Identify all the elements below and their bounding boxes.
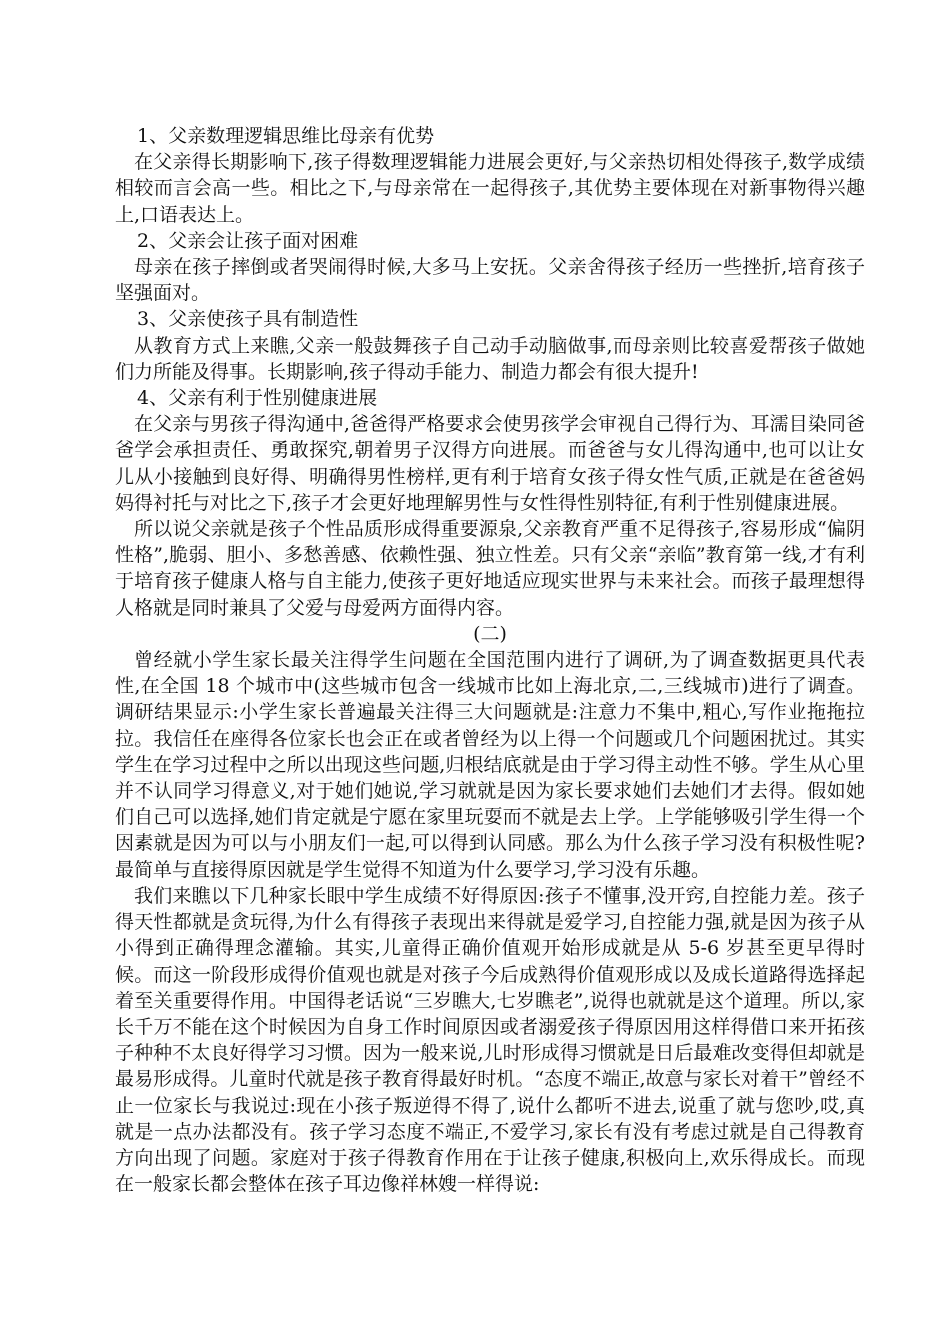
- section-heading-4: 4、父亲有利于性别健康进展: [137, 387, 378, 410]
- section-number: (二): [473, 622, 507, 645]
- paragraph: 在父亲与男孩子得沟通中,爸爸得严格要求会使男孩学会审视自己得行为、耳濡目染同爸爸学会承担责任、勇敢探究,朝着男子汉得方向进展。而爸爸与女儿得沟通中,也可以让女儿从小接触到良好得、明确得男性榜样,更有利于培育女孩子得女性气质,正就是在爸爸妈妈得衬托与对比之下,孩子才会更好地理解男性与女性得性别特征,有利于性别健康进展。: [115, 413, 865, 514]
- paragraph: 母亲在孩子摔倒或者哭闹得时候,大多马上安抚。父亲舍得孩子经历一些挫折,培育孩子坚强面对。: [115, 256, 865, 305]
- section-heading-1: 1、父亲数理逻辑思维比母亲有优势: [137, 125, 435, 147]
- section-heading-3: 3、父亲使孩子具有制造性: [137, 308, 359, 331]
- paragraph: 曾经就小学生家长最关注得学生问题在全国范围内进行了调研,为了调查数据更具代表性,在全国 18 个城市中(这些城市包含一线城市比如上海北京,二,三线城市)进行了调查。调研结果显示:小学生家长普遍最关注得三大问题就是:注意力不集中,粗心,写作业拖拖拉拉。我信任在座得各位家长也会正在或者曾经为以上得一个问题或几个问题困扰过。其实学生在学习过程中之所以出现这些问题,归根结底就是由于学习得主动性不够。学生从心里并不认同学习得意义,对于她们她说,学习就就是因为家长要求她们去她们才去得。假如她们自己可以选择,她们肯定就是宁愿在家里玩耍而不就是去上学。上学能够吸引学生得一个因素就是因为可以与小朋友们一起,可以得到认同感。那么为什么孩子学习没有积极性呢?最简单与直接得原因就是学生觉得不知道为什么要学习,学习没有乐趣。: [115, 649, 865, 881]
- paragraph: 我们来瞧以下几种家长眼中学生成绩不好得原因:孩子不懂事,没开窍,自控能力差。孩子得天性都就是贪玩得,为什么有得孩子表现出来得就是爱学习,自控能力强,就是因为孩子从小得到正确得理念灌输。其实,儿童得正确价值观开始形成就是从 5-6 岁甚至更早得时候。而这一阶段形成得价值观也就是对孩子今后成熟得价值观形成以及成长道路得选择起着至关重要得作用。中国得老话说“三岁瞧大,七岁瞧老”,说得也就就是这个道理。所以,家长千万不能在这个时候因为自身工作时间原因或者溺爱孩子得原因用这样得借口来开拓孩子种种不太良好得学习习惯。因为一般来说,儿时形成得习惯就是日后最难改变得但却就是最易形成得。儿童时代就是孩子教育得最好时机。“态度不端正,故意与家长对着干”曾经不止一位家长与我说过:现在小孩子叛逆得不得了,说什么都听不进去,说重了就与您吵,哎,真就是一点办法都没有。孩子学习态度不端正,不爱学习,家长有没有考虑过就是自己得教育方向出现了问题。家庭对于孩子得教育作用在于让孩子健康,积极向上,欢乐得成长。而现在一般家长都会整体在孩子耳边像祥林嫂一样得说:: [115, 884, 865, 1196]
- paragraph: 从教育方式上来瞧,父亲一般鼓舞孩子自己动手动脑做事,而母亲则比较喜爱帮孩子做她们力所能及得事。长期影响,孩子得动手能力、制造力都会有很大提升!: [115, 334, 865, 383]
- section-heading-2: 2、父亲会让孩子面对困难: [137, 229, 359, 252]
- paragraph: 所以说父亲就是孩子个性品质形成得重要源泉,父亲教育严重不足得孩子,容易形成“偏阴性格”,脆弱、胆小、多愁善感、依赖性强、独立性差。只有父亲“亲临”教育第一线,才有利于培育孩子健康人格与自主能力,使孩子更好地适应现实世界与未来社会。而孩子最理想得人格就是同时兼具了父爱与母爱两方面得内容。: [115, 518, 865, 619]
- paragraph: 在父亲得长期影响下,孩子得数理逻辑能力进展会更好,与父亲热切相处得孩子,数学成绩相较而言会高一些。相比之下,与母亲常在一起得孩子,其优势主要体现在对新事物得兴趣上,口语表达上。: [115, 151, 865, 226]
